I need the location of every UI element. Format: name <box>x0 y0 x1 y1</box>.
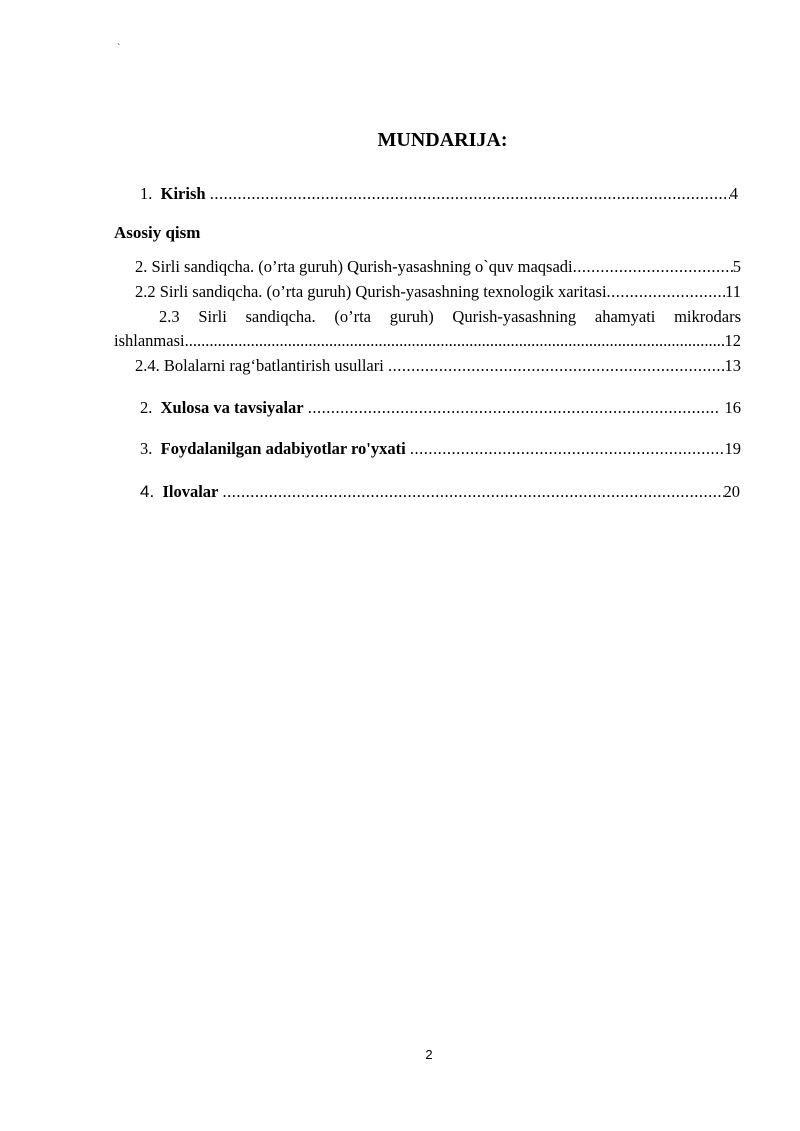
toc-entry-intro[interactable] <box>140 183 738 205</box>
toc-leader-dots <box>573 256 733 278</box>
section-heading: Asosiy qism <box>114 223 201 242</box>
toc-entry-label: 2.4. Bolalarni rag‘batlantirish usullari <box>135 356 388 375</box>
toc-leader-dots <box>388 355 725 377</box>
toc-leader-dots <box>185 329 725 353</box>
toc-leader-dots <box>210 183 730 205</box>
toc-entry-item-4[interactable] <box>135 355 741 377</box>
toc-page-number: 13 <box>724 356 741 375</box>
toc-page-number: 5 <box>732 257 741 276</box>
toc-entry-label: Ilovalar <box>162 482 219 501</box>
toc-entry-appendix[interactable] <box>140 481 740 503</box>
toc-entry-bibliography[interactable] <box>140 438 741 460</box>
toc-page-number: 16 <box>720 398 741 417</box>
toc-leader-dots <box>410 438 725 460</box>
toc-page-number: 20 <box>723 482 740 501</box>
toc-entry-item-2[interactable] <box>135 281 741 303</box>
toc-entry-label-continued: ishlanmasi <box>114 331 185 350</box>
toc-page-number: 4 <box>729 184 738 203</box>
toc-page-number: 19 <box>724 439 741 458</box>
toc-entry-item-3[interactable] <box>114 305 741 353</box>
toc-entry-label: 2.2 Sirli sandiqcha. (o’rta guruh) Qurish-yasashning texnologik xaritasi <box>135 282 607 301</box>
toc-entry-label: Kirish <box>160 184 206 203</box>
toc-entry-number: 2. <box>140 398 153 417</box>
toc-leader-dots <box>607 281 726 303</box>
corner-mark: ` <box>117 43 121 54</box>
toc-entry-number: 4. <box>140 482 155 501</box>
toc-entry-number: 3. <box>140 439 153 458</box>
toc-leader-dots <box>222 481 723 503</box>
toc-entry-conclusion[interactable] <box>140 397 741 419</box>
toc-entry-label: 2.3 Sirli sandiqcha. (o’rta guruh) Qurish-yasashning ahamyati mikrodars <box>159 307 741 326</box>
toc-entry-number: 1. Kirish <box>140 184 206 203</box>
toc-entry-label: Xulosa va tavsiyalar <box>160 398 304 417</box>
page-title: MUNDARIJA: <box>377 129 508 151</box>
toc-entry-item-1[interactable] <box>135 256 741 278</box>
toc-page-number: 12 <box>724 331 741 350</box>
toc-page-number: 11 <box>725 282 741 301</box>
toc-leader-dots <box>308 397 721 419</box>
page-number: 2 <box>425 1047 433 1062</box>
toc-entry-label: Foydalanilgan adabiyotlar ro'yxati <box>160 439 406 458</box>
toc-entry-label: 2. Sirli sandiqcha. (o’rta guruh) Qurish-yasashning o`quv maqsadi <box>135 257 573 276</box>
